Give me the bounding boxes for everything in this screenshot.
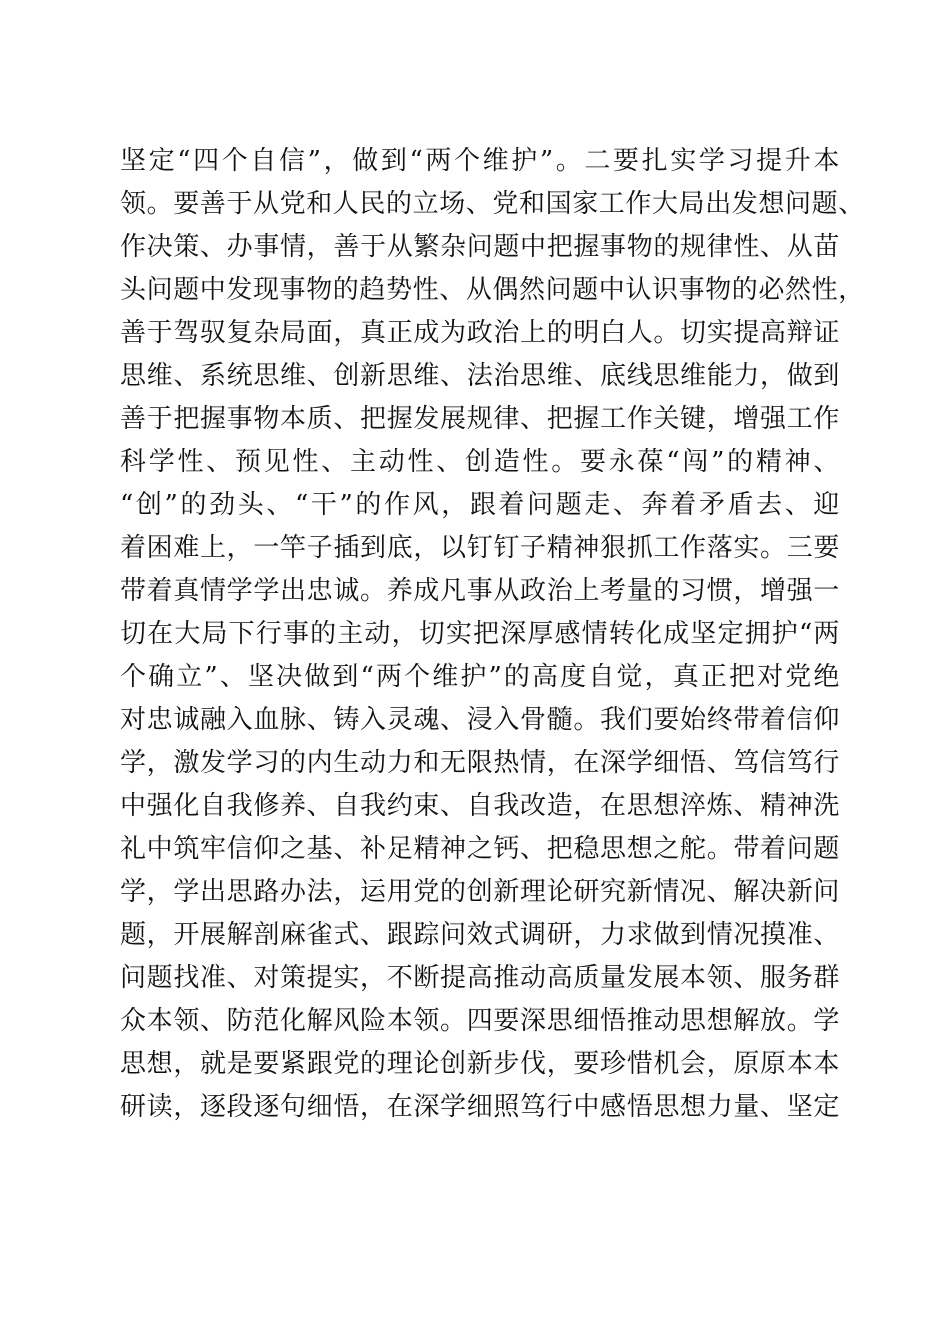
text-line: 个确立”、坚决做到“两个维护”的高度自觉，真正把对党绝 — [120, 662, 840, 692]
text-line: 头问题中发现事物的趋势性、从偶然问题中认识事物的必然性， — [120, 275, 865, 305]
text-line: 学，激发学习的内生动力和无限热情，在深学细悟、笃信笃行 — [120, 748, 840, 778]
text-line: 切在大局下行事的主动，切实把深厚感情转化成坚定拥护“两 — [120, 619, 840, 649]
text-line: 领。要善于从党和人民的立场、党和国家工作大局出发想问题、 — [120, 189, 865, 219]
text-line: 学，学出思路办法，运用党的创新理论研究新情况、解决新问 — [120, 877, 840, 907]
text-line: 问题找准、对策提实，不断提高推动高质量发展本领、服务群 — [120, 963, 840, 993]
text-line: 中强化自我修养、自我约束、自我改造，在思想淬炼、精神洗 — [120, 791, 840, 821]
text-line: 思想，就是要紧跟党的理论创新步伐，要珍惜机会，原原本本 — [120, 1049, 840, 1079]
text-line: 众本领、防范化解风险本领。四要深思细悟推动思想解放。学 — [120, 1006, 840, 1036]
text-line: 善于把握事物本质、把握发展规律、把握工作关键，增强工作 — [120, 404, 840, 434]
text-line: 对忠诚融入血脉、铸入灵魂、浸入骨髓。我们要始终带着信仰 — [120, 705, 840, 735]
body-text — [120, 140, 865, 1129]
text-line: 善于驾驭复杂局面，真正成为政治上的明白人。切实提高辩证 — [120, 318, 840, 348]
text-line: 题，开展解剖麻雀式、跟踪问效式调研，力求做到情况摸准、 — [120, 920, 840, 950]
text-line: 作决策、办事情，善于从繁杂问题中把握事物的规律性、从苗 — [120, 232, 840, 262]
text-line: 礼中筑牢信仰之基、补足精神之钙、把稳思想之舵。带着问题 — [120, 834, 840, 864]
text-line: 思维、系统思维、创新思维、法治思维、底线思维能力，做到 — [120, 361, 840, 391]
text-line: 坚定“四个自信”，做到“两个维护”。二要扎实学习提升本 — [120, 146, 840, 176]
text-line: 着困难上，一竿子插到底，以钉钉子精神狠抓工作落实。三要 — [120, 533, 840, 563]
text-line: “创”的劲头、“干”的作风，跟着问题走、奔着矛盾去、迎 — [120, 490, 840, 520]
text-line: 带着真情学学出忠诚。养成凡事从政治上考量的习惯，增强一 — [120, 576, 840, 606]
text-line: 研读，逐段逐句细悟，在深学细照笃行中感悟思想力量、坚定 — [120, 1092, 840, 1122]
text-line: 科学性、预见性、主动性、创造性。要永葆“闯”的精神、 — [120, 447, 840, 477]
